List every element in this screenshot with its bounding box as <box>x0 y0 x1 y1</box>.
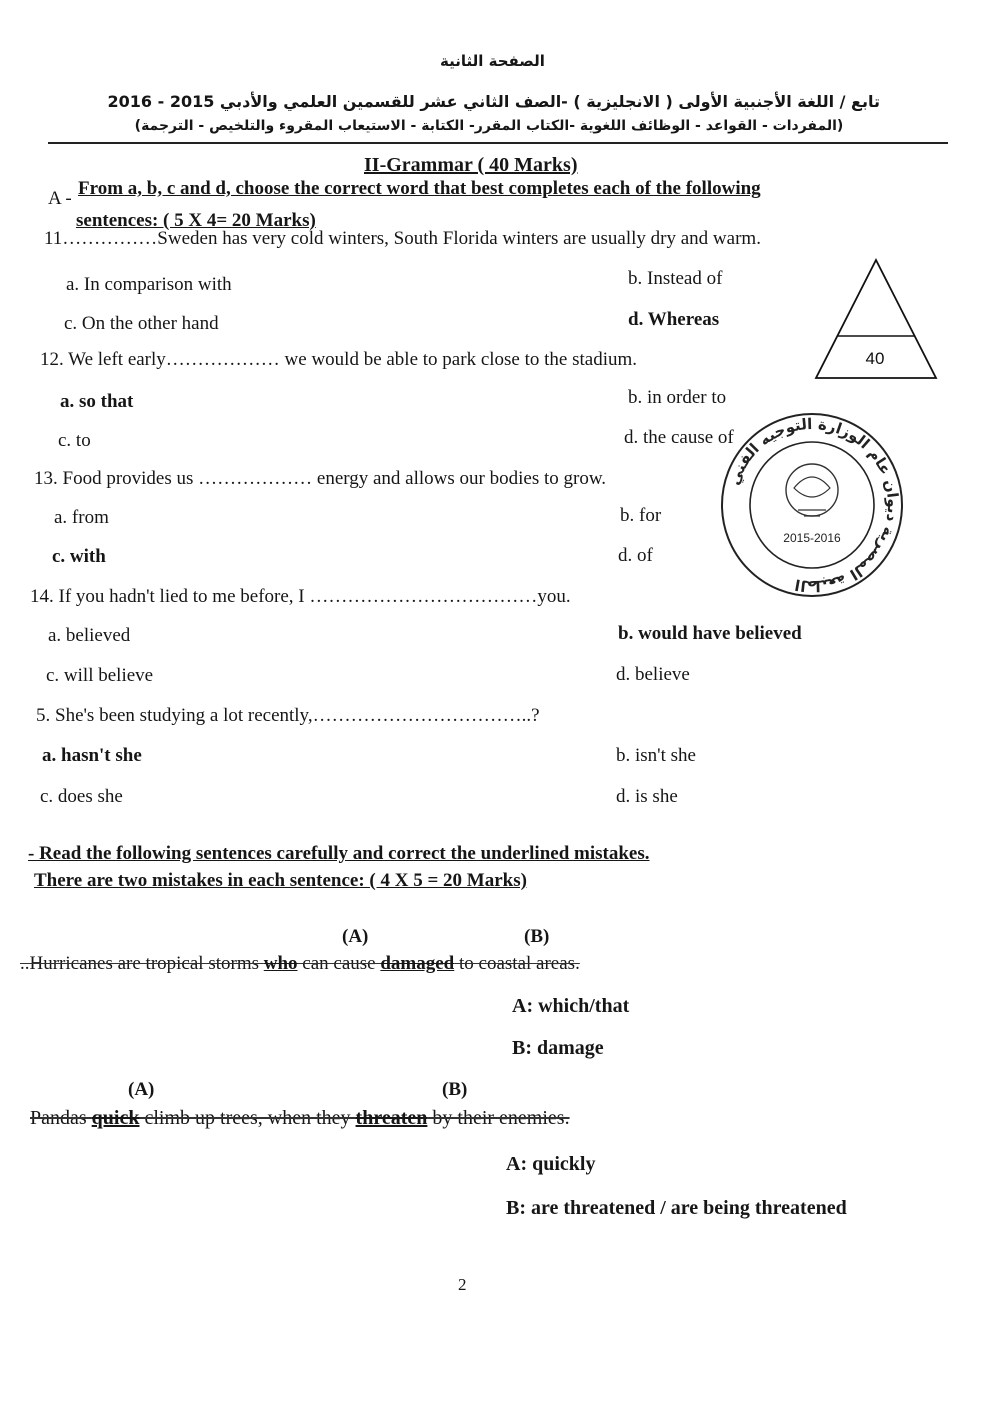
item1-answer-a: A: which/that <box>512 995 630 1017</box>
section-title: II-Grammar ( 40 Marks) <box>364 154 578 176</box>
q13-option-d: d. of <box>618 545 653 566</box>
question-14: 14. If you hadn't lied to me before, I ………………………………you. <box>30 586 571 607</box>
question-15: 5. She's been studying a lot recently,……………………………..? <box>36 705 540 726</box>
item1-sentence <box>20 953 580 975</box>
part-a-instruction-line1: From a, b, c and d, choose the correct word that best completes each of the following <box>78 178 761 199</box>
part-b-instruction-line2: There are two mistakes in each sentence: ( 4 X 5 = 20 Marks) <box>34 870 527 891</box>
q11-option-b: b. Instead of <box>628 268 723 289</box>
item2-label-b: (B) <box>442 1079 468 1100</box>
q11-option-c: c. On the other hand <box>64 313 219 334</box>
item2-sentence <box>30 1107 570 1130</box>
score-triangle <box>814 258 938 382</box>
part-b-instruction-line1: - Read the following sentences carefully and correct the underlined mistakes. <box>28 843 650 864</box>
header-divider <box>48 142 948 144</box>
page-number: 2 <box>458 1275 467 1294</box>
q12-option-b: b. in order to <box>628 387 727 408</box>
part-a-instruction-line2: sentences: ( 5 X 4= 20 Marks) <box>76 210 316 231</box>
item2-label-a: (A) <box>128 1079 155 1100</box>
q12-option-c: c. to <box>58 430 91 451</box>
q15-option-c: c. does she <box>40 786 123 807</box>
item2-middle: climb up trees, when they <box>139 1107 356 1129</box>
question-13: 13. Food provides us ……………… energy and allows our bodies to grow. <box>34 468 607 489</box>
item2-mistake-b: threaten <box>355 1107 428 1129</box>
q12-option-a: a. so that <box>60 391 134 412</box>
ministry-stamp <box>718 410 906 600</box>
q11-option-a: a. In comparison with <box>66 274 232 295</box>
q12-option-d: d. the cause of <box>624 427 734 448</box>
item1-mistake-a: who <box>263 953 298 974</box>
q13-option-c: c. with <box>52 546 106 567</box>
header-title-line: تابع / اللغة الأجنبية الأولى ( الانجليزية ) -الصف الثاني عشر للقسمين العلمي والأدبي 2015 - 2016 <box>107 92 880 111</box>
item2-prefix: Pandas <box>30 1107 92 1129</box>
stamp-ring-text: الطبعة المصرية ديوان عام الوزارة التوجيه الفني <box>724 414 903 596</box>
item2-answer-b: B: are threatened / are being threatened <box>506 1197 847 1219</box>
item1-middle: can cause <box>297 953 381 974</box>
q14-option-b: b. would have believed <box>618 623 802 644</box>
q13-option-a: a. from <box>54 507 109 528</box>
item2-suffix: by their enemies. <box>427 1107 570 1129</box>
q13-option-b: b. for <box>620 505 662 526</box>
header-subtitle-line: (المفردات - القواعد - الوظائف اللغوية -الكتاب المقرر- الكتابة - الاستيعاب المقروء والتلخيص - الترجمة) <box>134 118 844 134</box>
question-12: 12. We left early……………… we would be able to park close to the stadium. <box>40 349 638 370</box>
item1-mistake-b: damaged <box>380 953 455 974</box>
question-11: 11……………Sweden has very cold winters, South Florida winters are usually dry and warm. <box>44 228 761 249</box>
q14-option-a: a. believed <box>48 625 131 646</box>
q15-option-a: a. hasn't she <box>42 745 142 766</box>
q15-option-b: b. isn't she <box>616 745 696 766</box>
q14-option-d: d. believe <box>616 664 690 685</box>
stamp-year: 2015-2016 <box>783 531 841 545</box>
item2-answer-a: A: quickly <box>506 1153 596 1175</box>
item1-label-a: (A) <box>342 926 369 947</box>
item1-label-b: (B) <box>524 926 550 947</box>
part-a-label: A - <box>48 188 72 209</box>
page-label: الصفحة الثانية <box>440 52 545 70</box>
item2-mistake-a: quick <box>91 1107 140 1129</box>
q15-option-d: d. is she <box>616 786 678 807</box>
q11-option-d: d. Whereas <box>628 309 720 330</box>
score-value: 40 <box>865 349 885 368</box>
q14-option-c: c. will believe <box>46 665 154 686</box>
item1-answer-b: B: damage <box>512 1037 604 1059</box>
item1-suffix: to coastal areas. <box>454 953 580 974</box>
item1-prefix: ..Hurricanes are tropical storms <box>20 953 264 974</box>
